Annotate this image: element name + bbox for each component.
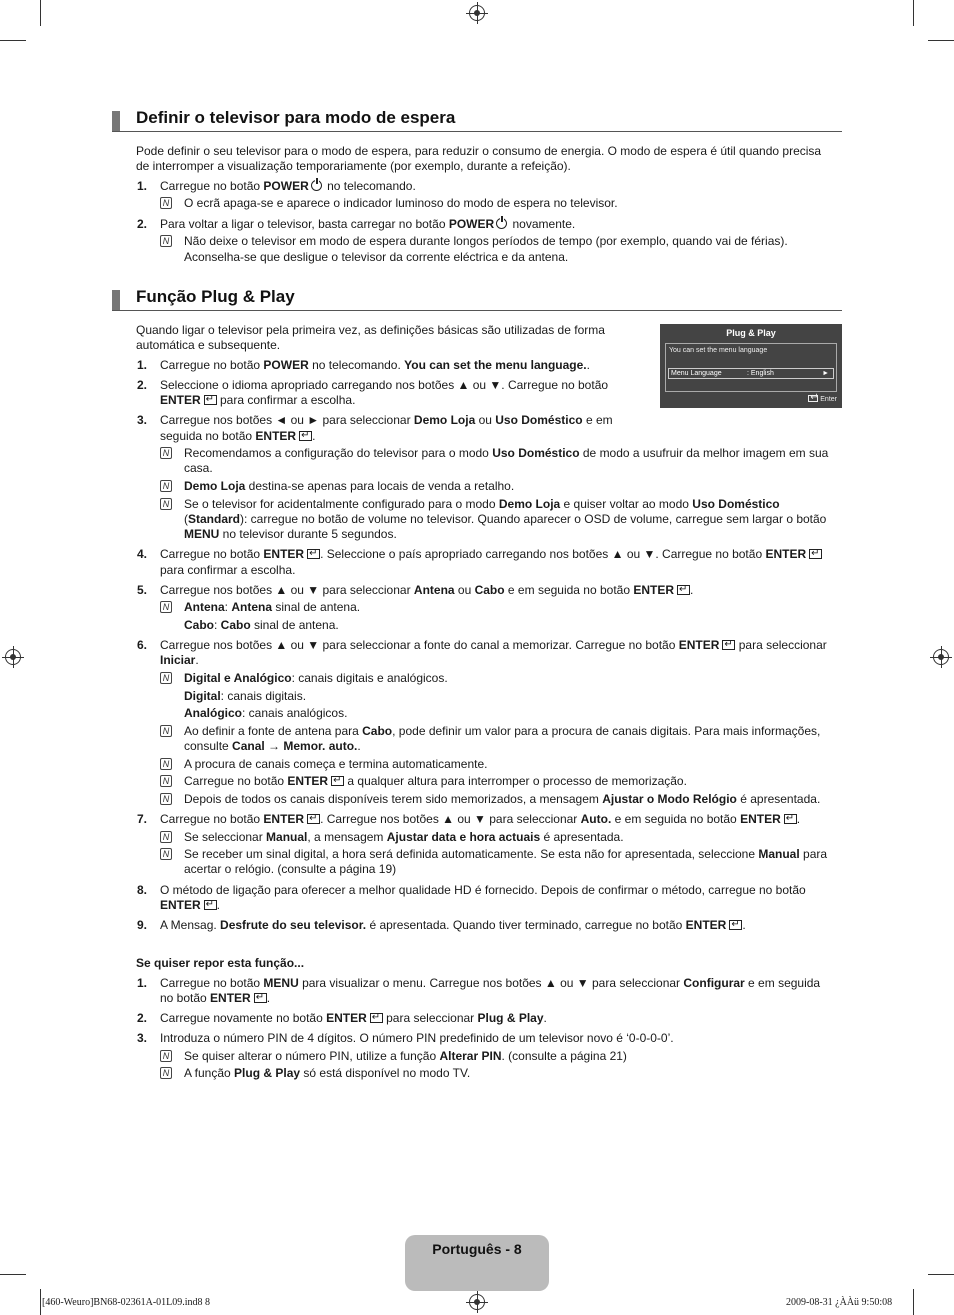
step-text: Carregue nos botões ◄ ou ► para seleccionar Demo Loja ou Uso Doméstico e em [160, 413, 613, 427]
heading-bar [112, 290, 120, 310]
registration-mark-icon [469, 5, 485, 21]
note-text: Se quiser alterar o número PIN, utilize a função Alterar PIN. (consulte a página 21) [184, 1049, 627, 1063]
osd-panel [665, 343, 837, 392]
note-text: MENU no televisor durante 5 segundos. [184, 527, 397, 541]
enter-icon [254, 993, 267, 1003]
note-text: Cabo: Cabo sinal de antena. [184, 618, 339, 632]
step-number: 8. [137, 883, 148, 897]
power-icon [311, 180, 322, 191]
step-text: Para voltar a ligar o televisor, basta carregar no botão POWER novamente. [160, 217, 576, 231]
step-text: Introduza o número PIN de 4 dígitos. O número PIN predefinido de um televisor novo é ‘0-0-0-0’. [160, 1031, 674, 1045]
section-heading-standby [112, 108, 842, 132]
registration-mark-icon [469, 1294, 485, 1310]
file-info: [460-Weuro]BN68-02361A-01L09.ind8 8 [42, 1297, 211, 1308]
step-number: 1. [137, 976, 148, 990]
step-text: ENTER↵ . [160, 898, 220, 914]
enter-icon [331, 776, 344, 786]
step-text: para confirmar a escolha. [160, 563, 296, 577]
page-label: Português - 8 [432, 1241, 522, 1257]
note-text: Ao definir a fonte de antena para Cabo, pode definir um valor para a procura de canais digitais. Para mais informações, [184, 724, 821, 738]
enter-icon [677, 585, 690, 595]
note-text: O ecrã apaga-se e aparece o indicador luminoso do modo de espera no televisor. [184, 196, 618, 210]
step-number: 6. [137, 638, 148, 652]
note-icon: N [160, 725, 172, 737]
heading-bar [112, 111, 120, 131]
osd-title: Plug & Play [726, 328, 776, 338]
step-number: 2. [137, 217, 148, 231]
step-number: 2. [137, 1011, 148, 1025]
step-number: 2. [137, 378, 148, 392]
step-text: Carregue no botão ENTER↵ . Carregue nos botões ▲ ou ▼ para seleccionar Auto. e em seguida no botão ENTER↵ . [160, 812, 800, 828]
step-text: Carregue no botão POWER no telecomando. You can set the menu language.. [160, 358, 590, 372]
print-timestamp: 2009-08-31 ¿ÀÀü 9:50:08 [786, 1297, 893, 1308]
enter-icon [808, 395, 818, 402]
note-icon: N [160, 672, 172, 684]
note-text: consulte Canal → Memor. auto.. [184, 739, 361, 753]
enter-icon [722, 640, 735, 650]
crop-mark [40, 0, 41, 26]
step-text: Carregue no botão MENU para visualizar o menu. Carregue nos botões ▲ ou ▼ para seleccionar Configurar e em seguida [160, 976, 821, 990]
osd-enter-hint: ↵Enter [805, 395, 837, 403]
enter-icon [307, 549, 320, 559]
note-icon: N [160, 1050, 172, 1062]
crop-mark [40, 1289, 41, 1315]
osd-message: You can set the menu language [669, 347, 768, 354]
osd-menu-value: : English [747, 370, 774, 377]
enter-icon [784, 814, 797, 824]
step-number: 9. [137, 918, 148, 932]
note-text: casa. [184, 461, 213, 475]
note-icon: N [160, 775, 172, 787]
note-text: Digital: canais digitais. [184, 689, 307, 703]
section-title: Definir o televisor para modo de espera [136, 108, 456, 127]
step-text: Iniciar. [160, 653, 199, 667]
step-text: A Mensag. Desfrute do seu televisor. é apresentada. Quando tiver terminado, carregue no botão ENTER↵ . [160, 918, 746, 934]
note-icon: N [160, 831, 172, 843]
note-text: Analógico: canais analógicos. [184, 706, 348, 720]
enter-icon [370, 1013, 383, 1023]
step-number: 3. [137, 1031, 148, 1045]
intro-text: de interromper a visualização temporariamente (por exemplo, durante a refeição). [136, 159, 571, 173]
note-text: Antena: Antena sinal de antena. [184, 600, 361, 614]
crop-mark [0, 1274, 26, 1275]
step-text: Seleccione o idioma apropriado carregando nos botões ▲ ou ▼. Carregue no botão [160, 378, 609, 392]
note-icon: N [160, 793, 172, 805]
intro-text: Quando ligar o televisor pela primeira vez, as definições básicas são utilizadas de forma [136, 323, 605, 337]
power-icon [496, 218, 507, 229]
note-text: Se seleccionar Manual, a mensagem Ajustar data e hora actuais é apresentada. [184, 830, 624, 844]
crop-mark [913, 0, 914, 26]
section-title: Função Plug & Play [136, 287, 295, 306]
note-text: Recomendamos a configuração do televisor para o modo Uso Doméstico de modo a usufruir da melhor imagem em sua [184, 446, 829, 460]
osd-screenshot [660, 324, 842, 408]
note-icon: N [160, 197, 172, 209]
step-number: 4. [137, 547, 148, 561]
intro-text: automática e subsequente. [136, 338, 281, 352]
note-text: Carregue no botão ENTER↵ a qualquer altura para interromper o processo de memorização. [184, 774, 687, 790]
note-text: Se receber um sinal digital, a hora será definida automaticamente. Se esta não for apresentada, seleccione Manual para [184, 847, 828, 861]
note-icon: N [160, 498, 172, 510]
crop-mark [913, 1289, 914, 1315]
enter-icon [204, 395, 217, 405]
note-icon: N [160, 447, 172, 459]
registration-mark-icon [5, 649, 21, 665]
note-icon: N [160, 848, 172, 860]
note-icon: N [160, 758, 172, 770]
step-number: 5. [137, 583, 148, 597]
subheading: Se quiser repor esta função... [136, 956, 305, 970]
intro-text: Pode definir o seu televisor para o modo de espera, para reduzir o consumo de energia. O modo de espera é útil quando precisa [136, 144, 822, 158]
step-number: 7. [137, 812, 148, 826]
enter-icon [809, 549, 822, 559]
note-icon: N [160, 235, 172, 247]
note-icon: N [160, 480, 172, 492]
step-number: 3. [137, 413, 148, 427]
enter-icon [299, 431, 312, 441]
section-heading-plug-play [112, 287, 842, 311]
note-text: Aconselha-se que desligue o televisor da corrente eléctrica e da antena. [184, 250, 569, 264]
enter-icon [307, 814, 320, 824]
note-text: acertar o relógio. (consulte a página 19) [184, 862, 397, 876]
step-text: Carregue nos botões ▲ ou ▼ para seleccionar a fonte do canal a memorizar. Carregue no botão ENTER↵ para seleccionar [160, 638, 827, 654]
step-text: O método de ligação para oferecer a melhor qualidade HD é fornecido. Depois de confirmar o método, carregue no botão [160, 883, 806, 897]
crop-mark [0, 40, 26, 41]
note-icon: N [160, 1067, 172, 1079]
enter-icon [204, 900, 217, 910]
osd-arrow-icon: ► [822, 370, 829, 377]
crop-mark [928, 1274, 954, 1275]
page-number-tab [405, 1235, 549, 1291]
note-text: (Standard): carregue no botão de volume no televisor. Quando aparecer o OSD de volume, carregue sem largar o botão [184, 512, 827, 526]
note-icon: N [160, 601, 172, 613]
note-text: A procura de canais começa e termina automaticamente. [184, 757, 488, 771]
note-text: Digital e Analógico: canais digitais e analógicos. [184, 671, 448, 685]
step-text: Carregue nos botões ▲ ou ▼ para seleccionar Antena ou Cabo e em seguida no botão ENTER↵ . [160, 583, 693, 599]
note-text: A função Plug & Play só está disponível no modo TV. [184, 1066, 471, 1080]
step-text: no botão ENTER↵ . [160, 991, 270, 1007]
crop-mark [928, 40, 954, 41]
note-text: Demo Loja destina-se apenas para locais de venda a retalho. [184, 479, 515, 493]
step-text: seguida no botão ENTER↵ . [160, 429, 315, 445]
step-text: Carregue no botão ENTER↵ . Seleccione o país apropriado carregando nos botões ▲ ou ▼. Carregue no botão ENTER↵ [160, 547, 822, 563]
note-text: Depois de todos os canais disponíveis terem sido memorizados, a mensagem Ajustar o Modo Relógio é apresentada. [184, 792, 821, 806]
step-number: 1. [137, 179, 148, 193]
step-number: 1. [137, 358, 148, 372]
step-text: Carregue novamente no botão ENTER↵ para seleccionar Plug & Play. [160, 1011, 547, 1027]
step-text: Carregue no botão POWER no telecomando. [160, 179, 416, 193]
enter-icon [729, 920, 742, 930]
osd-menu-label: Menu Language [671, 370, 722, 377]
step-text: ENTER↵ para confirmar a escolha. [160, 393, 355, 409]
osd-menu-row [668, 368, 834, 379]
registration-mark-icon [933, 649, 949, 665]
note-text: Se o televisor for acidentalmente configurado para o modo Demo Loja e quiser voltar ao modo Uso Doméstico [184, 497, 780, 511]
note-text: Não deixe o televisor em modo de espera durante longos períodos de tempo (por exemplo, quando vai de férias). [184, 234, 788, 248]
